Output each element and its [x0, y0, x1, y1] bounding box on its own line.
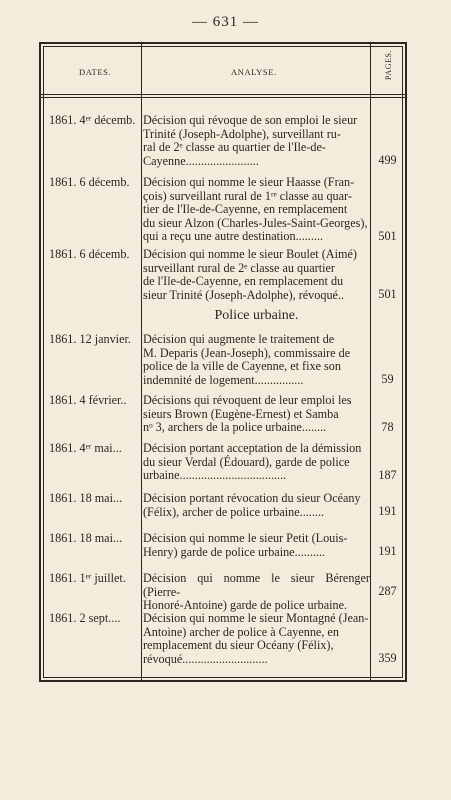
entry-line: police de la ville de Cayenne, et fixe son	[143, 359, 341, 373]
entry-line: Décision qui nomme le sieur Montagné (Jean-	[143, 611, 369, 625]
entry-line: qui a reçu une autre destination.........	[143, 229, 324, 243]
entry-line: urbaine...................................	[143, 468, 287, 482]
header-analyse: ANALYSE.	[231, 67, 277, 77]
entry-line: Henry) garde de police urbaine..........	[143, 544, 326, 559]
entry-line: Décision qui nomme le sieur Boulet (Aimé)	[143, 247, 357, 261]
entry-line: Décision portant acceptation de la démission	[143, 441, 362, 455]
header-rule	[41, 94, 405, 95]
entry-text	[143, 492, 370, 519]
entry-line: Décision qui augmente le traitement de	[143, 332, 335, 346]
section-title: Police urbaine.	[214, 308, 299, 323]
entry-line: tier de l'Ile-de-Cayenne, en remplacement	[143, 202, 348, 216]
entry-date: 1861. 6 décemb.	[49, 247, 130, 261]
entry-page: 191	[378, 504, 397, 518]
entry-text	[143, 248, 370, 302]
entry-line: remplacement du sieur Océany (Félix),	[143, 638, 334, 652]
entry-line: Décision qui nomme le sieur Bérenger (Pierre-	[143, 571, 370, 599]
header-dates: DATES.	[79, 67, 112, 77]
entry-text	[143, 612, 370, 666]
entry-line: ral de 2ᵉ classe au quartier de l'Ile-de-	[143, 140, 326, 154]
header-pages: PAGES.	[384, 49, 393, 80]
entry-date: 1861. 1ᵉʳ juillet.	[49, 571, 126, 585]
entry-page: 499	[378, 153, 397, 167]
entry-page: 501	[378, 229, 397, 243]
entry-line: du sieur Verdal (Édouard), garde de police	[143, 454, 350, 469]
entry-line: indemnité de logement................	[143, 372, 304, 387]
entry-line: çois) surveillant rural de 1ʳᵉ classe au quar-	[143, 188, 352, 203]
entry-text	[143, 532, 370, 559]
entry-date: 1861. 2 sept....	[49, 611, 121, 625]
entry-page: 287	[378, 584, 397, 598]
entry-line: nᵒ 3, archers de la police urbaine........	[143, 420, 327, 434]
column-divider-pages	[370, 44, 371, 680]
entry-date: 1861. 4ᵉʳ mai...	[49, 441, 122, 455]
entry-text	[143, 442, 370, 483]
entry-date: 1861. 4 février..	[49, 393, 127, 407]
entry-line: Cayenne........................	[143, 153, 259, 168]
entry-line: Antoine) archer de police à Cayenne, en	[143, 624, 339, 639]
entry-line: de l'Ile-de-Cayenne, en remplacement du	[143, 274, 344, 288]
entry-page: 59	[381, 372, 394, 386]
entry-line: Décisions qui révoquent de leur emploi les	[143, 393, 352, 407]
header-rule-double	[41, 97, 405, 98]
entry-page: 191	[378, 544, 397, 558]
entry-line: Décision portant révocation du sieur Océany	[143, 491, 361, 505]
entry-page: 187	[378, 468, 397, 482]
entry-line: (Félix), archer de police urbaine........	[143, 504, 325, 519]
index-table	[39, 42, 407, 682]
entry-date: 1861. 18 mai...	[49, 531, 123, 545]
entry-line: surveillant rural de 2ᵉ classe au quartier	[143, 260, 335, 275]
entry-date: 1861. 12 janvier.	[49, 332, 131, 346]
entry-page: 359	[378, 651, 397, 665]
entry-text	[143, 176, 370, 244]
entry-page: 501	[378, 287, 397, 301]
entry-line: Honoré-Antoine) garde de police urbaine.	[143, 598, 348, 612]
entry-line: du sieur Alzon (Charles-Jules-Saint-Georges),	[143, 215, 368, 230]
entry-line: Décision qui nomme le sieur Haasse (Fran-	[143, 175, 355, 189]
entry-line: Décision qui révoque de son emploi le sieur	[143, 113, 358, 127]
entry-line: sieurs Brown (Eugène-Ernest) et Samba	[143, 406, 339, 421]
entry-date: 1861. 18 mai...	[49, 491, 123, 505]
entry-text	[143, 114, 370, 168]
entry-line: Trinité (Joseph-Adolphe), surveillant ru-	[143, 126, 341, 141]
entry-date: 1861. 6 décemb.	[49, 175, 130, 189]
column-divider-dates	[141, 44, 142, 680]
entry-page: 78	[381, 420, 394, 434]
entry-text	[143, 572, 370, 613]
entry-line: Décision qui nomme le sieur Petit (Louis-	[143, 531, 348, 545]
entry-text	[143, 333, 370, 387]
entry-date: 1861. 4ᵉʳ décemb.	[49, 113, 136, 127]
entry-line: M. Deparis (Jean-Joseph), commissaire de	[143, 345, 351, 360]
page-number: — 631 —	[192, 14, 259, 30]
entry-text	[143, 394, 370, 435]
entry-line: révoqué............................	[143, 651, 268, 666]
entry-line: sieur Trinité (Joseph-Adolphe), révoqué..	[143, 287, 345, 302]
